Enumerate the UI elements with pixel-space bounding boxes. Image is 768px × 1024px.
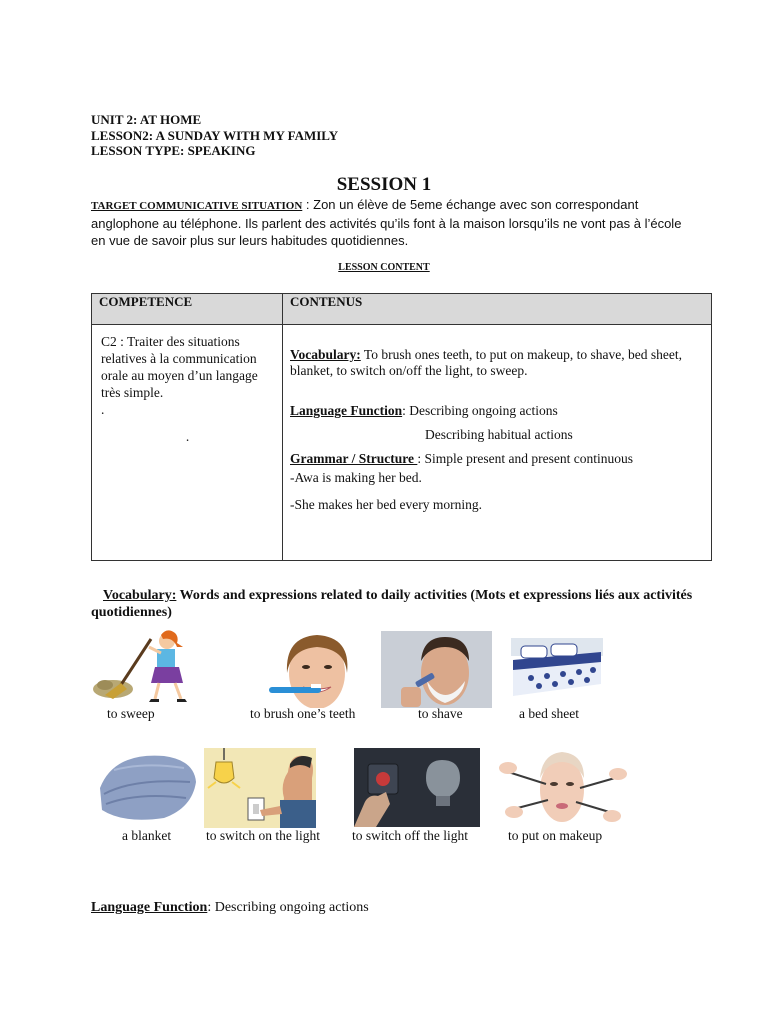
- makeup-image: [496, 748, 628, 828]
- lesson-content-table: [91, 293, 712, 561]
- unit-title: UNIT 2: AT HOME: [91, 112, 202, 127]
- lf-text: : Describing ongoing actions: [402, 403, 558, 418]
- switch-on-light-image: [204, 748, 316, 828]
- blanket-image: [94, 748, 201, 826]
- vocabulary-heading-text: Words and expressions related to daily activities (Mots et expressions liés aux activités quotidiennes): [91, 588, 693, 620]
- bed-sheet-image: [511, 638, 603, 698]
- caption-shave: to shave: [418, 706, 463, 721]
- caption-switch-off-light: to switch off the light: [352, 828, 468, 843]
- situation-text: Zon un élève de 5eme échange avec son correspondant anglophone au téléphone. Ils parlent des activités qu’ils font à la maison lorsqu’ils ne vont pas à l’école en vue de savoir plus sur leurs habitudes quotidiennes.: [91, 197, 682, 248]
- caption-bed-sheet: a bed sheet: [519, 706, 579, 721]
- brushing-teeth-image: [261, 633, 368, 708]
- vocabulary-line: [290, 347, 703, 379]
- vocabulary-heading: [91, 587, 701, 621]
- caption-sweep: to sweep: [107, 706, 155, 721]
- caption-blanket: a blanket: [122, 828, 172, 843]
- lesson-title: LESSON2: A SUNDAY WITH MY FAMILY: [91, 128, 339, 143]
- switch-off-light-image: [354, 748, 480, 827]
- situation-separator: :: [302, 197, 314, 212]
- caption-brush-teeth: to brush one’s teeth: [250, 706, 356, 721]
- caption-put-on-makeup: to put on makeup: [508, 828, 603, 843]
- language-function-footer: [91, 900, 369, 916]
- table-header-competence: COMPETENCE: [92, 294, 283, 325]
- vocab-label: Vocabulary:: [290, 347, 361, 362]
- competence-cell: [92, 325, 283, 561]
- vocab-text: To brush ones teeth, to put on makeup, to shave, bed sheet, blanket, to switch on/off the light, to sweep.: [290, 347, 683, 378]
- competence-dot-2: .: [185, 429, 190, 444]
- habitual-actions-line: Describing habitual actions: [425, 427, 573, 442]
- grammar-label: Grammar / Structure: [290, 451, 418, 466]
- target-situation: [91, 196, 691, 249]
- example-1: -Awa is making her bed.: [290, 470, 422, 485]
- situation-label: TARGET COMMUNICATIVE SITUATION: [91, 200, 303, 212]
- example-2: -She makes her bed every morning.: [290, 497, 482, 512]
- sweeping-girl-image: [91, 627, 191, 707]
- caption-switch-on-light: to switch on the light: [206, 828, 320, 843]
- table-header-contenus: CONTENUS: [283, 294, 712, 325]
- vocabulary-heading-label: Vocabulary:: [103, 588, 177, 603]
- footer-text: : Describing ongoing actions: [207, 900, 369, 915]
- grammar-line: [290, 451, 703, 467]
- grammar-text: : Simple present and present continuous: [417, 451, 633, 466]
- session-title: SESSION 1: [336, 174, 432, 195]
- lesson-type: LESSON TYPE: SPEAKING: [91, 143, 256, 158]
- lf-label: Language Function: [290, 403, 403, 418]
- shaving-man-image: [381, 631, 492, 708]
- competence-dot: .: [101, 402, 105, 417]
- contenus-cell: [283, 325, 712, 561]
- lesson-content-title: LESSON CONTENT: [338, 262, 430, 273]
- language-function-line: [290, 403, 703, 419]
- footer-label: Language Function: [91, 900, 208, 915]
- competence-text: C2 : Traiter des situations relatives à la communication orale au moyen d’un langage très simple.: [101, 334, 258, 400]
